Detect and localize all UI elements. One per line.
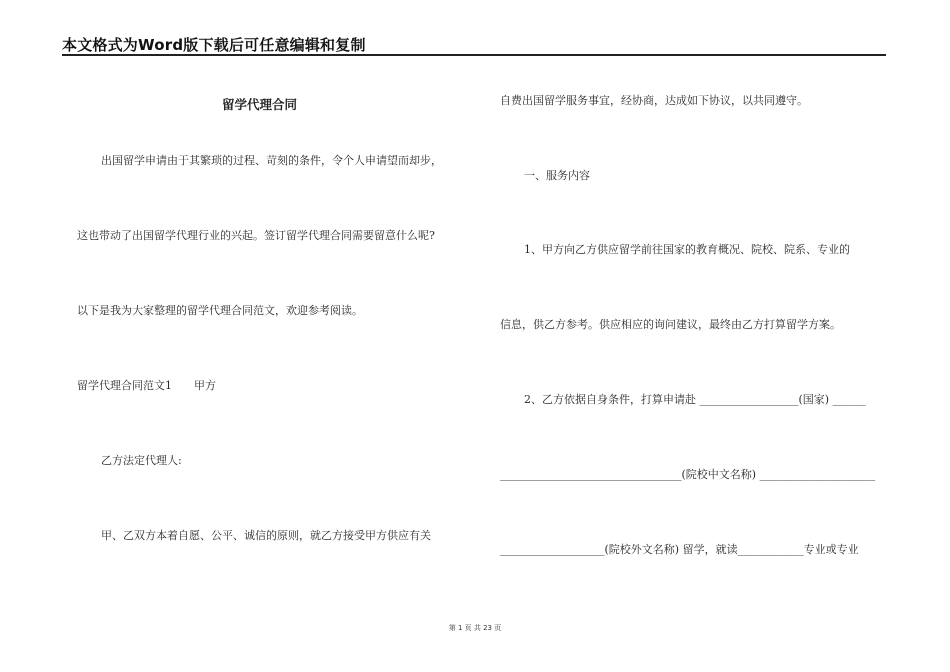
right-paragraph-line: 1、甲方向乙方供应留学前往国家的教育概况、院校、院系、专业的 (524, 243, 850, 256)
left-paragraph-line: 留学代理合同范文1 甲方 (77, 379, 216, 392)
right-paragraph-line: 信息，供乙方参考。供应相应的询问建议，最终由乙方打算留学方案。 (500, 318, 841, 331)
page-number-footer: 第 1 页 共 23 页 (448, 624, 502, 632)
right-paragraph-line: 2、乙方依据自身条件，打算申请赴 __________________(国家) ______ (524, 393, 866, 406)
page-title: 留学代理合同 (222, 97, 298, 112)
left-paragraph-line: 甲、乙双方本着自愿、公平、诚信的原则，就乙方接受甲方供应有关 (101, 529, 431, 542)
header-divider (62, 54, 886, 56)
document-header-banner: 本文格式为Word版下载后可任意编辑和复制 (62, 36, 366, 54)
right-paragraph-line: 自费出国留学服务事宜，经协商，达成如下协议，以共同遵守。 (500, 94, 808, 107)
right-paragraph-line: _________________________________(院校中文名称) _____________________ (500, 468, 876, 481)
left-paragraph-line: 这也带动了出国留学代理行业的兴起。签订留学代理合同需要留意什么呢? (77, 229, 435, 242)
left-paragraph-line: 以下是我为大家整理的留学代理合同范文，欢迎参考阅读。 (77, 304, 363, 317)
left-paragraph-line: 出国留学申请由于其繁琐的过程、苛刻的条件，令个人申请望而却步， (101, 154, 442, 167)
section-heading: 一、服务内容 (524, 169, 590, 182)
left-paragraph-line: 乙方法定代理人: (101, 454, 182, 467)
right-paragraph-line: ___________________(院校外文名称) 留学，就读____________专业或专业 (500, 543, 859, 556)
